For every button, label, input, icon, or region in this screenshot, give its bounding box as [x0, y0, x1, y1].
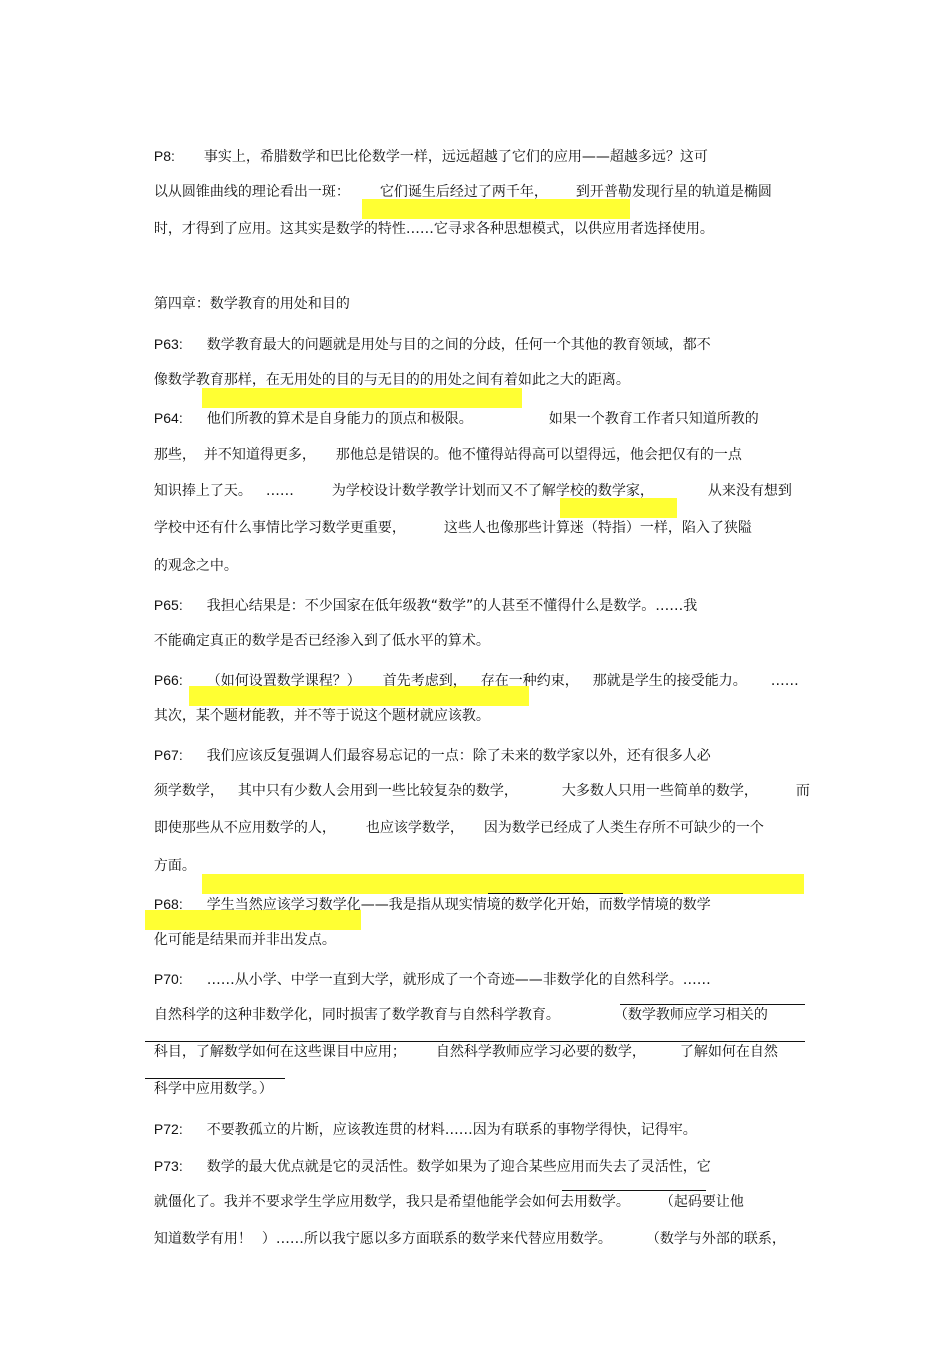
text-run: 这些人也像那些计 [443, 520, 556, 536]
text-run: 即使那些从不应用数学的人， [153, 820, 336, 836]
highlighted-text: 某个题材能教，并不等于说这个题材就应该教。 [195, 708, 490, 724]
p67-line-3 [145, 798, 764, 838]
text-run: 如果一个教育工作者只知道所教的 [548, 411, 759, 427]
page-label: P73: [153, 1158, 183, 1174]
page-label: P67: [153, 747, 183, 763]
underlined-text: 何去用数学。 [545, 1194, 630, 1210]
text-run: 存在一种约束， [480, 673, 579, 689]
text-run: ）……所以我宁愿以多方面联系的数学来代替应用数学。 [261, 1231, 612, 1247]
underlined-text: （数学教师应学习相关的 [613, 1007, 768, 1023]
text-run: 以从圆锥曲线的理论看出一斑： [153, 184, 350, 200]
p67-line-2 [145, 761, 810, 801]
text-run: …… [770, 673, 799, 689]
underlined-text: 科目，了解数学如何在这些课目中应用； [153, 1044, 406, 1060]
text-run: 方面。 [153, 858, 196, 874]
page-label: P66: [153, 672, 183, 688]
text-run: 首先考虑到， [382, 673, 467, 689]
text-run: （起码要让他 [659, 1194, 744, 1210]
text-run: 因为数学已经成了人类生存所不可缺少的一个 [483, 820, 764, 836]
text-run: 不要教孤立的片断，应该教连贯的材料……因为有联系的事物学得快，记得牢。 [206, 1122, 697, 1138]
text-run: （如何设置数学课程？） [206, 673, 361, 689]
p73-line-3 [145, 1209, 786, 1249]
text-run: 大多数人只用一些简单的数学， [561, 783, 758, 799]
text-run: 的观念之中。 [153, 558, 238, 574]
p73-line-1 [145, 1136, 711, 1177]
p65-line-1 [145, 575, 697, 616]
text-run: 我担心结果是：不少国家在低年级教“数学”的人甚至不懂得什么是数学。……我 [206, 598, 698, 614]
text-run: 像数学教育那样，在无用处的目的与无目的的用处之间有着如此之大的距离。 [153, 372, 630, 388]
underlined-text: 科学中应用数学。） [153, 1081, 273, 1097]
highlighted-text: 算迷（特指）一样 [555, 520, 668, 536]
text-run: 时，才得到了应用。这其实是数学 [153, 221, 364, 237]
p64-line-2 [145, 425, 742, 465]
text-run: 为学校设计数学教学计划而又不了解学校的数学家， [331, 483, 654, 499]
text-run: 也应该学数学， [365, 820, 464, 836]
p64-line-5 [145, 536, 238, 576]
p63-line-2 [145, 350, 630, 390]
text-run: 用者选择使用。 [615, 221, 714, 237]
text-run: 数学教育最大的问题就是用处与目的之间的分歧，任何一个其他的教育领域，都不 [206, 337, 711, 353]
highlighted-text: 的特性……它寻求各种思想模式，以供应 [363, 221, 616, 237]
text-run: ……从小学、中学一直到大学，就形成了一个奇迹——非数学化的自然科学。…… [206, 972, 711, 988]
page-label: P65: [153, 597, 183, 613]
p66-line-1 [145, 650, 799, 691]
text-run: 其次， [153, 708, 196, 724]
text-run: 它们诞生后经过了两千年， [379, 184, 548, 200]
text-run: ，陷入了狭隘 [667, 520, 752, 536]
chapter-title: 第四章：数学教育的用处和目的 [153, 296, 350, 312]
text-run: 自然科学的这种非数学化，同时损害了数学教育与自然科学教育。 [153, 1007, 560, 1023]
text-run: 知道数学有用！ [153, 1231, 252, 1247]
p73-line-2 [145, 1172, 744, 1212]
text-run: 就僵化了。我并不要求学生学应用数学，我只是希望他能学会如 [153, 1194, 546, 1210]
text-run: （数学与外部的联系， [645, 1231, 786, 1247]
p66-line-2 [145, 686, 490, 726]
text-run: 从来没有想到 [707, 483, 792, 499]
text-run: 学校中还有什么事情比学习数学更重要， [153, 520, 406, 536]
p8-line-2 [145, 162, 772, 202]
p8-line-1 [145, 126, 708, 167]
text-run: 事实上，希腊数学和巴比伦数学一样，远远超越了它们的应用——超越多远？这可 [203, 149, 708, 165]
highlighted-text: 学生当然应该学习数学化——我是指从现实 [206, 897, 473, 913]
page-label: P8: [153, 148, 175, 164]
page-label: P68: [153, 896, 183, 912]
page-label: P64: [153, 410, 183, 426]
highlighted-text: 而数学情境的数学 [598, 897, 711, 913]
chapter-heading [145, 274, 350, 314]
highlighted-underlined-text: 情境的数学化开始， [472, 897, 599, 913]
text-run: 那些， [153, 447, 196, 463]
p68-line-2 [145, 910, 336, 950]
p72-line-1 [145, 1099, 697, 1140]
underlined-text: 自然科学教师应学习必要的数学， [435, 1044, 646, 1060]
p63-line-1 [145, 314, 711, 355]
p68-line-1 [145, 874, 711, 915]
p8-line-3 [145, 199, 714, 239]
p70-line-4 [145, 1059, 273, 1099]
highlighted-text: 化可能是结果而并非出发点。 [153, 932, 336, 948]
text-run: 其中只有少数人会用到一些比较复杂的数学， [237, 783, 518, 799]
p70-line-3 [145, 1022, 778, 1062]
page-label: P63: [153, 336, 183, 352]
page-label: P72: [153, 1121, 183, 1137]
text-run: 而 [795, 783, 810, 799]
text-run: 数学的最大优点就是它的灵活性。数学如果为了迎合某些应用而失去了灵活性，它 [206, 1159, 711, 1175]
text-run: 知识捧上了天。 [153, 483, 252, 499]
text-run: 那就是学生的接受能力。 [592, 673, 747, 689]
p64-line-1 [145, 388, 759, 429]
page-label: P70: [153, 971, 183, 987]
p64-line-3 [145, 461, 792, 501]
text-run: 那他总是错误的。他不懂得站得高可以望得远，他会把仅有的一点 [335, 447, 742, 463]
text-run: 我们应该反复强调人们最容易忘记的一点：除了未来的数学家以外，还有很多人必 [206, 748, 711, 764]
p67-line-1 [145, 725, 711, 766]
highlighted-text: 他们所教的算术是自身能力的顶点和极限。 [206, 411, 473, 427]
text-run: 到开普勒发现行星的轨道是椭圆 [575, 184, 772, 200]
p67-line-4 [145, 836, 196, 876]
p70-line-1 [145, 949, 711, 990]
p70-line-2 [145, 985, 768, 1025]
p64-line-4 [145, 498, 752, 538]
underlined-text: 了解如何在自然 [679, 1044, 778, 1060]
text-run: 须学数学， [153, 783, 224, 799]
text-run: 并不知道得更多， [203, 447, 316, 463]
text-run: 不能确定真正的数学是否已经渗入到了低水平的算术。 [153, 633, 490, 649]
p65-line-2 [145, 611, 490, 651]
text-run: …… [265, 483, 294, 499]
